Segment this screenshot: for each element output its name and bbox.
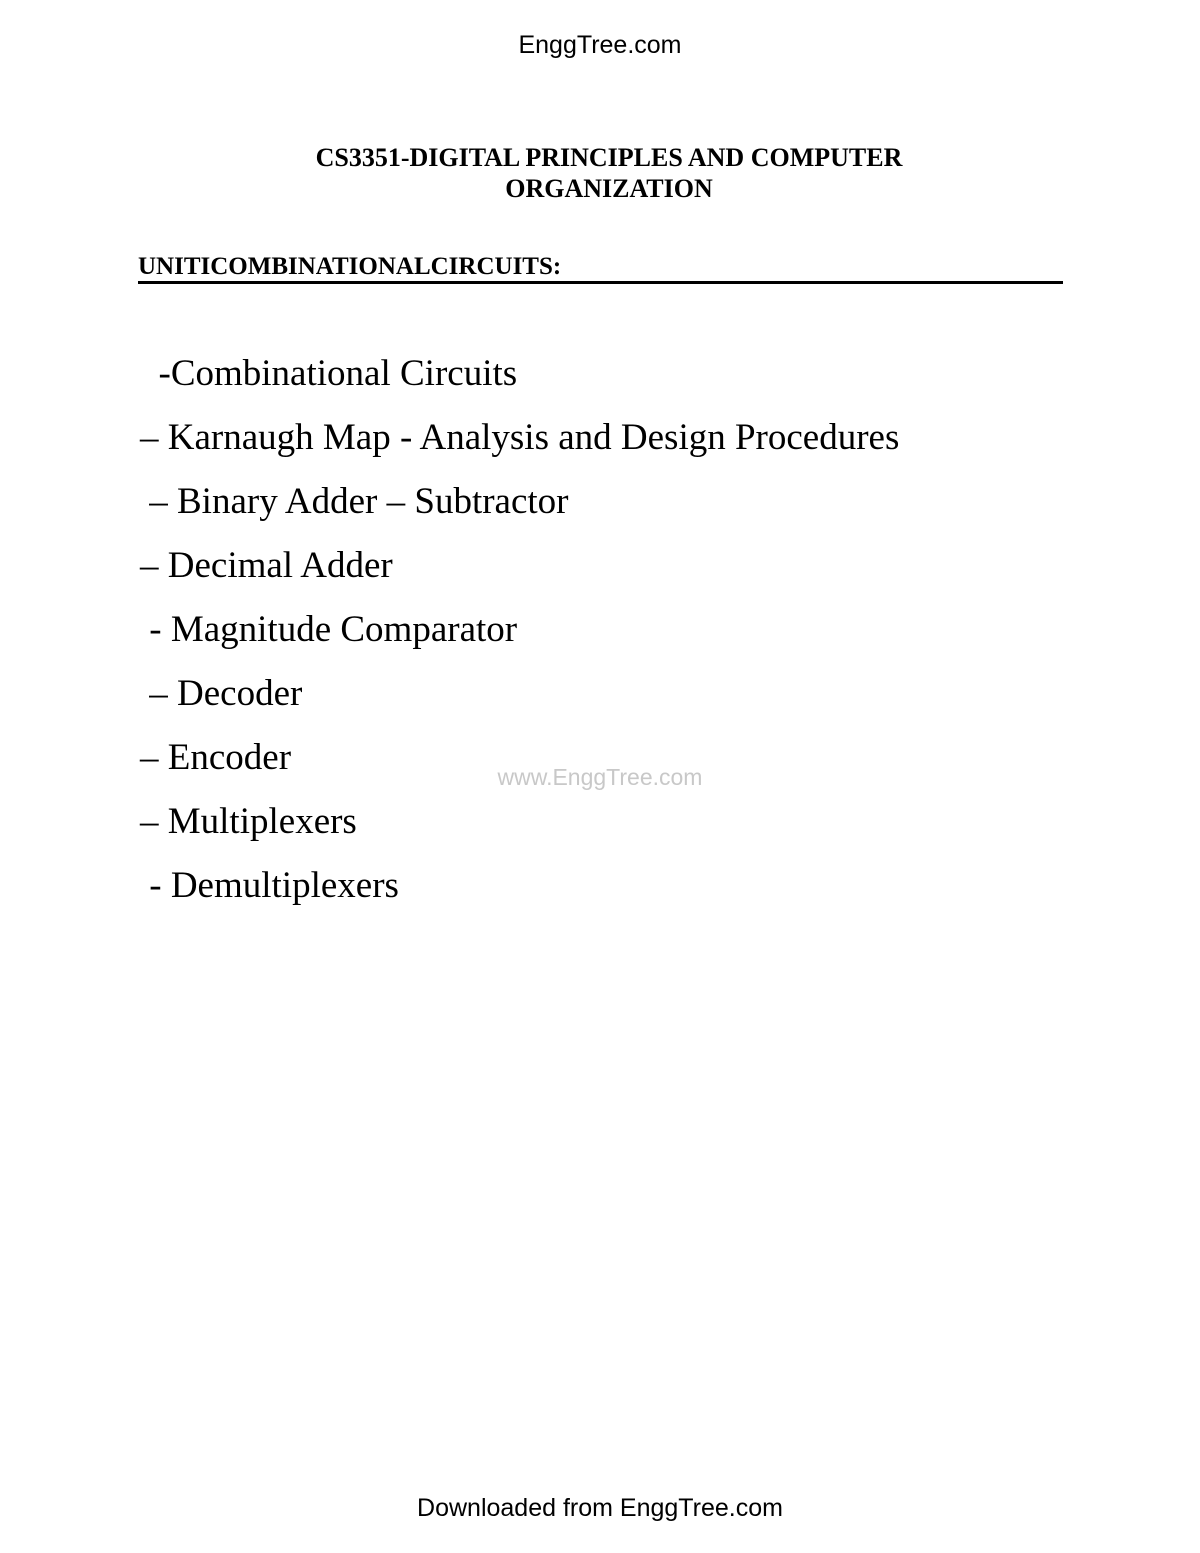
topic-item: – Binary Adder – Subtractor — [140, 481, 569, 522]
unit-heading: UNITICOMBINATIONALCIRCUITS: — [138, 252, 1063, 284]
footer-download-note: Downloaded from EnggTree.com — [417, 1494, 783, 1522]
header-site-name: EnggTree.com — [518, 31, 682, 59]
topic-item: – Encoder — [140, 737, 292, 778]
document-title — [0, 142, 1200, 204]
topic-item: - Demultiplexers — [140, 865, 399, 906]
document-title-line-1: CS3351-DIGITAL PRINCIPLES AND COMPUTER — [315, 143, 903, 172]
topic-item: – Decimal Adder — [140, 545, 393, 586]
topic-list — [140, 350, 899, 926]
topic-item: – Karnaugh Map - Analysis and Design Procedures — [140, 417, 900, 458]
topic-item: – Multiplexers — [140, 801, 357, 842]
topic-item: -Combinational Circuits — [140, 353, 518, 394]
topic-item: – Decoder — [140, 673, 303, 714]
watermark: www.EnggTree.com — [497, 764, 703, 790]
document-title-line-2: ORGANIZATION — [505, 174, 713, 203]
topic-item: - Magnitude Comparator — [140, 609, 518, 650]
